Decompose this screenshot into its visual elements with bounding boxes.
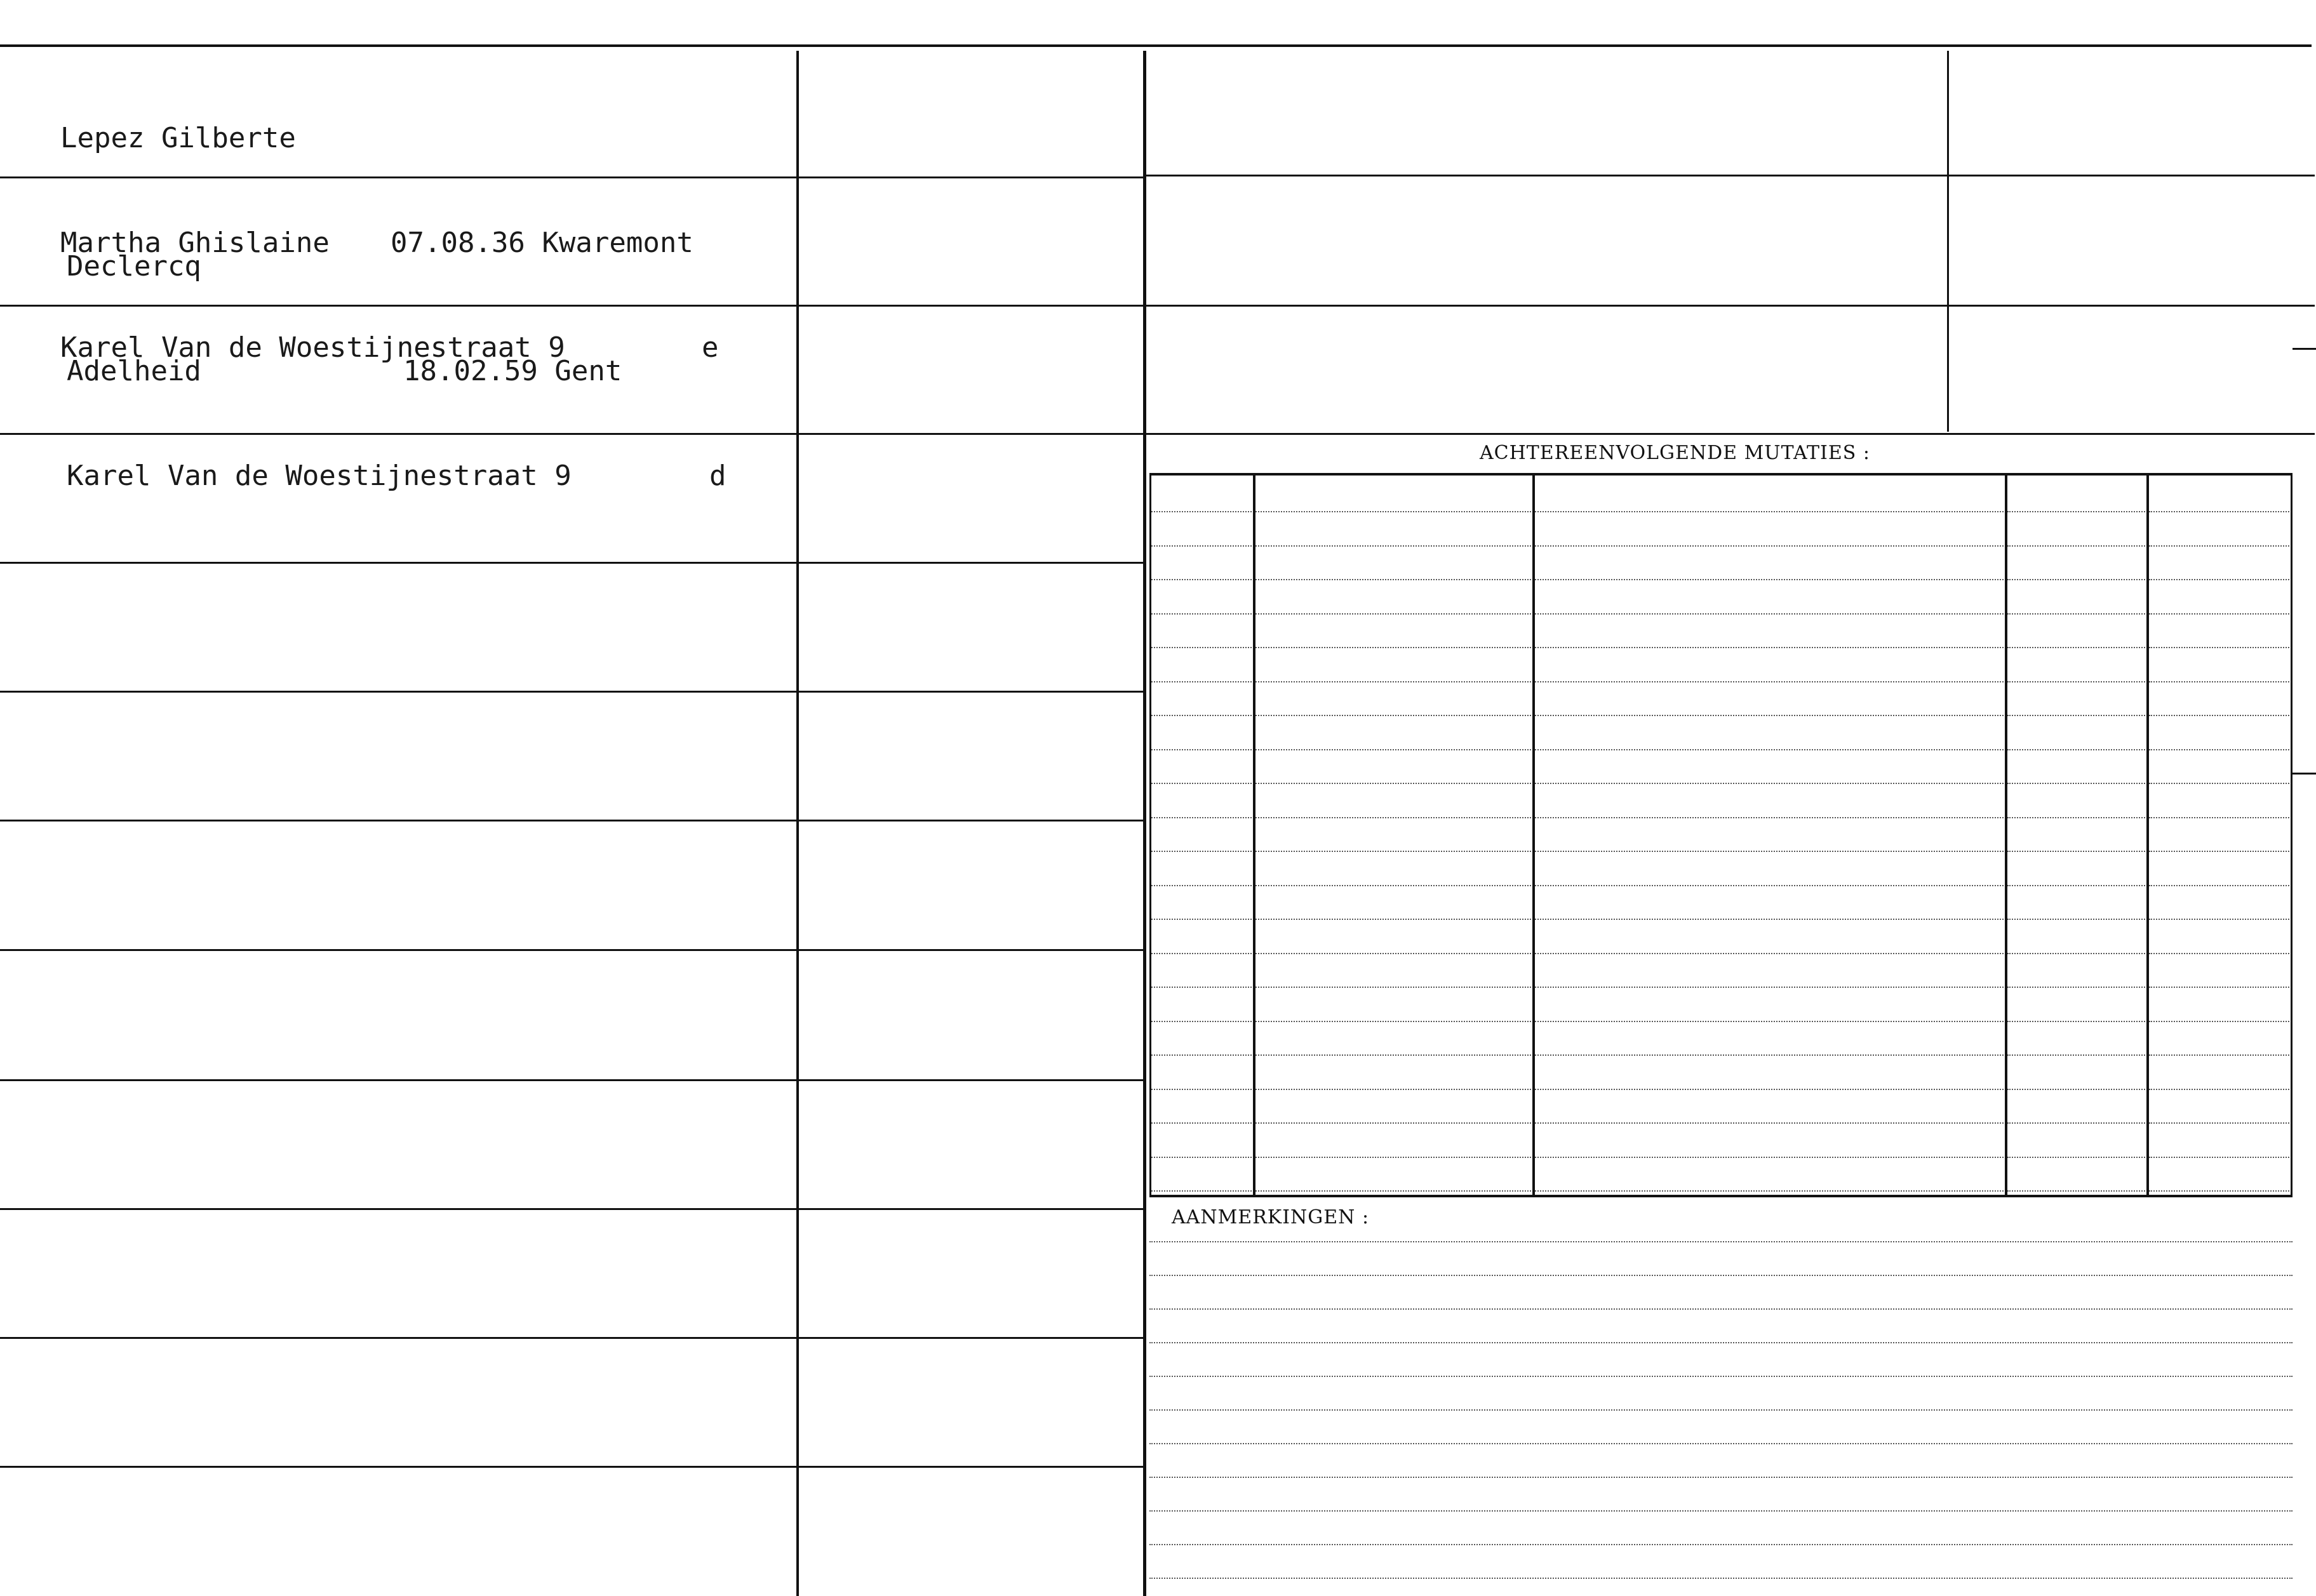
mutations-row-rule <box>2007 885 2145 886</box>
remarks-row-rule <box>1149 1308 2293 1310</box>
mutations-row-rule <box>2007 1021 2145 1022</box>
mutations-table-top <box>1149 473 2293 475</box>
entry-birth: 18.02.59 Gent <box>403 355 622 387</box>
mutations-row-rule <box>2149 1122 2289 1124</box>
mutations-table-bottom <box>1149 1195 2293 1197</box>
mutations-row-rule <box>2007 613 2145 615</box>
mutations-row-rule <box>1255 817 1531 818</box>
mutations-row-rule <box>1255 613 1531 615</box>
mutations-row-rule <box>2007 1190 2145 1192</box>
mutations-row-rule <box>1535 613 2004 615</box>
left-row-rule <box>0 820 1143 821</box>
mutations-row-rule <box>2149 681 2289 682</box>
mutations-row-rule <box>2149 783 2289 784</box>
entry-code: e <box>702 331 719 364</box>
left-row-rule <box>0 1079 1143 1081</box>
mutations-row-rule <box>2007 579 2145 580</box>
mutations-row-rule <box>1535 817 2004 818</box>
mutations-row-rule <box>1255 987 1531 988</box>
entry-birth: 07.08.36 Kwaremont <box>391 227 693 259</box>
mutations-row-rule <box>2007 953 2145 954</box>
mutations-row-rule <box>2007 511 2145 512</box>
mutations-row-rule <box>2007 1054 2145 1056</box>
mutations-row-rule <box>1255 1190 1531 1192</box>
left-row-rule <box>0 305 1143 307</box>
mutations-row-rule <box>1151 987 1252 988</box>
right-row-rule <box>1146 175 2315 176</box>
left-column-divider <box>796 51 799 1596</box>
margin-tick <box>2293 348 2316 350</box>
mutations-row-rule <box>1255 953 1531 954</box>
mutations-row-rule <box>1151 545 1252 547</box>
entry-given-names: Adelheid <box>67 355 201 387</box>
mutations-row-rule <box>2007 1122 2145 1124</box>
center-divider <box>1143 51 1146 1596</box>
mutations-row-rule <box>1535 1190 2004 1192</box>
mutations-row-rule <box>2149 987 2289 988</box>
mutations-row-rule <box>1255 885 1531 886</box>
mutations-row-rule <box>1255 545 1531 547</box>
remarks-row-rule <box>1149 1409 2293 1411</box>
mutations-row-rule <box>2007 851 2145 852</box>
mutations-row-rule <box>1151 1190 1252 1192</box>
mutations-row-rule <box>2007 987 2145 988</box>
mutations-row-rule <box>2149 919 2289 920</box>
right-row-rule <box>1146 305 2315 307</box>
entry-address: Karel Van de Woestijnestraat 9 <box>67 460 572 492</box>
mutations-row-rule <box>1535 647 2004 648</box>
mutations-row-rule <box>2149 545 2289 547</box>
remarks-row-rule <box>1149 1443 2293 1444</box>
mutations-row-rule <box>1535 579 2004 580</box>
mutations-row-rule <box>2007 919 2145 920</box>
mutations-row-rule <box>1255 511 1531 512</box>
left-row-rule <box>0 433 1143 435</box>
remarks-row-rule <box>1149 1544 2293 1545</box>
left-row-rule <box>0 691 1143 693</box>
mutations-row-rule <box>2007 545 2145 547</box>
mutations-row-rule <box>1151 613 1252 615</box>
mutations-table-right <box>2291 473 2293 1197</box>
entry-surname: Lepez Gilberte <box>60 122 296 154</box>
mutations-row-rule <box>1535 511 2004 512</box>
mutations-row-rule <box>1535 1089 2004 1090</box>
mutations-row-rule <box>1151 511 1252 512</box>
margin-tick <box>2293 773 2316 775</box>
entry-code: d <box>709 460 726 492</box>
mutations-row-rule <box>1255 1021 1531 1022</box>
mutations-row-rule <box>1255 919 1531 920</box>
mutations-row-rule <box>2149 647 2289 648</box>
mutations-row-rule <box>2007 1157 2145 1158</box>
mutations-row-rule <box>2149 613 2289 615</box>
left-row-rule <box>0 949 1143 951</box>
left-row-rule <box>0 562 1143 564</box>
left-row-rule <box>0 176 1143 178</box>
mutations-row-rule <box>1151 1089 1252 1090</box>
mutations-row-rule <box>2149 749 2289 750</box>
mutations-row-rule <box>1535 545 2004 547</box>
mutations-row-rule <box>1255 749 1531 750</box>
mutations-row-rule <box>2149 885 2289 886</box>
mutations-row-rule <box>1151 885 1252 886</box>
mutations-row-rule <box>1151 1157 1252 1158</box>
mutations-row-rule <box>1151 715 1252 716</box>
mutations-row-rule <box>1151 783 1252 784</box>
mutations-row-rule <box>1151 1021 1252 1022</box>
mutations-row-rule <box>1535 885 2004 886</box>
left-row-rule <box>0 1466 1143 1468</box>
mutations-row-rule <box>1151 647 1252 648</box>
left-row-rule <box>0 1337 1143 1339</box>
mutations-row-rule <box>2149 1054 2289 1056</box>
mutations-heading: ACHTEREENVOLGENDE MUTATIES : <box>1480 442 1870 464</box>
right-top-divider <box>1947 51 1949 432</box>
mutations-row-rule <box>1535 681 2004 682</box>
mutations-col-divider <box>1532 475 1535 1195</box>
mutations-row-rule <box>1255 715 1531 716</box>
mutations-row-rule <box>1535 749 2004 750</box>
mutations-row-rule <box>2149 715 2289 716</box>
mutations-col-divider <box>1253 475 1255 1195</box>
mutations-row-rule <box>1151 579 1252 580</box>
mutations-row-rule <box>1255 783 1531 784</box>
mutations-table-left <box>1149 473 1151 1197</box>
mutations-row-rule <box>1151 1122 1252 1124</box>
mutations-col-divider <box>2146 475 2149 1195</box>
mutations-row-rule <box>2007 783 2145 784</box>
mutations-row-rule <box>2149 817 2289 818</box>
mutations-row-rule <box>1151 851 1252 852</box>
entry-surname: Declercq <box>67 250 201 283</box>
entry-address: Karel Van de Woestijnestraat 9 <box>60 331 565 364</box>
remarks-row-rule <box>1149 1275 2293 1276</box>
mutations-row-rule <box>2149 1021 2289 1022</box>
right-row-rule <box>1146 433 2315 435</box>
mutations-row-rule <box>1255 1157 1531 1158</box>
mutations-row-rule <box>1151 953 1252 954</box>
mutations-row-rule <box>1255 1089 1531 1090</box>
mutations-row-rule <box>1151 749 1252 750</box>
mutations-row-rule <box>1535 783 2004 784</box>
mutations-row-rule <box>2149 1089 2289 1090</box>
mutations-row-rule <box>1535 851 2004 852</box>
mutations-row-rule <box>1535 715 2004 716</box>
mutations-row-rule <box>1151 817 1252 818</box>
mutations-row-rule <box>1151 681 1252 682</box>
mutations-row-rule <box>2007 749 2145 750</box>
mutations-row-rule <box>2007 647 2145 648</box>
mutations-row-rule <box>2149 1190 2289 1192</box>
remarks-row-rule <box>1149 1510 2293 1512</box>
mutations-row-rule <box>2007 715 2145 716</box>
mutations-row-rule <box>1255 647 1531 648</box>
mutations-row-rule <box>1535 1054 2004 1056</box>
remarks-row-rule <box>1149 1578 2293 1579</box>
mutations-row-rule <box>1535 987 2004 988</box>
mutations-row-rule <box>2149 953 2289 954</box>
remarks-row-rule <box>1149 1376 2293 1377</box>
mutations-col-divider <box>2005 475 2007 1195</box>
mutations-row-rule <box>2149 851 2289 852</box>
mutations-row-rule <box>1151 1054 1252 1056</box>
mutations-row-rule <box>1255 1122 1531 1124</box>
mutations-row-rule <box>1255 851 1531 852</box>
left-row-rule <box>0 1208 1143 1210</box>
mutations-row-rule <box>2007 1089 2145 1090</box>
mutations-row-rule <box>1535 1021 2004 1022</box>
mutations-row-rule <box>2007 817 2145 818</box>
entry-given-names: Martha Ghislaine <box>60 227 330 259</box>
mutations-row-rule <box>1255 1054 1531 1056</box>
mutations-row-rule <box>1535 953 2004 954</box>
mutations-row-rule <box>1535 1122 2004 1124</box>
mutations-row-rule <box>1535 1157 2004 1158</box>
remarks-row-rule <box>1149 1477 2293 1478</box>
remarks-row-rule <box>1149 1241 2293 1242</box>
mutations-row-rule <box>2007 681 2145 682</box>
mutations-row-rule <box>1151 919 1252 920</box>
top-border <box>0 44 2312 47</box>
mutations-row-rule <box>2149 511 2289 512</box>
mutations-row-rule <box>2149 579 2289 580</box>
mutations-row-rule <box>1255 681 1531 682</box>
remarks-heading: AANMERKINGEN : <box>1172 1206 1370 1228</box>
mutations-row-rule <box>2149 1157 2289 1158</box>
mutations-row-rule <box>1535 919 2004 920</box>
remarks-row-rule <box>1149 1342 2293 1343</box>
mutations-row-rule <box>1255 579 1531 580</box>
